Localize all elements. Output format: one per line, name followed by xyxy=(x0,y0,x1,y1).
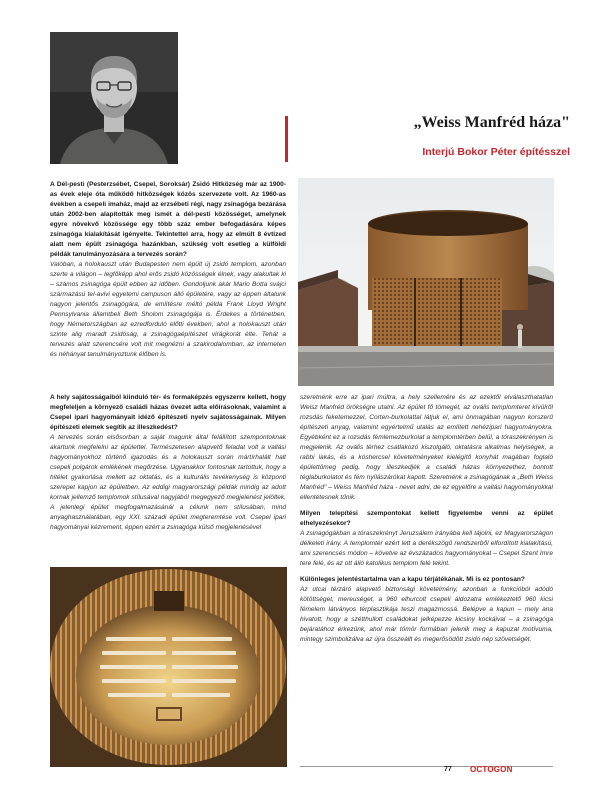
synagogue-interior-rendering xyxy=(50,567,287,767)
answer-context: A tervezés során elsősorban a saját magunk által felállított szempontoknak akartunk megfelelni az épülettel. Természetesen alapvető feladat volt a vallási hagyományokhoz történő igazodás és a holokauszt során mártírhalált halt csepeli polgárok emlékének megőrzése. Ugyanakkor fontosnak tartottuk, hogy a hitélet gyakorlása mellett az oktatás, és a kulturális tevékenység is központi szerepet kapjon az épületben. Az eddigi magyarországi példák mindig az adott kornak jellemző templomok stílusával nagyjából megegyező megjelenést jelöltek. A jelenlegi épület megfogalmazásánál a célunk nem stílusában, mind anyaghasználatában, egy XXI. századi épület megteremtése volt. Csepel ipari hagyományai kézrement, éppen ezért a zsinagóga külső megjelenésével xyxy=(50,434,286,531)
column-intro xyxy=(50,180,286,360)
magazine-logo: OCTOGON xyxy=(470,765,513,774)
page-number: 77 xyxy=(444,766,452,773)
question-siting: Milyen telepítési szempontokat kellett figyelembe venni az épület elhelyezésekor? xyxy=(300,510,553,527)
column-context xyxy=(50,393,286,533)
synagogue-exterior-rendering xyxy=(298,178,554,386)
answer-gate: Az utcai térzáró alapvető biztonsági követelmény, azonban a funkcióból adódó kötöttséget, mereuséget, a 960 elhurcolt csepeli áldozatra emlékeztető 960 kicsi fémelem látványos térplasztikája teszi magazmossá. Belépve a kapun – mely ana hivatott, hogy a szétthullott családokat jelképezze kicsiny kockáival – a zsinagóga bejáratához érkezünk, ahol már tömör formában jelenik meg a kapuzat motívuma, mintegy szimbolizálva az újra összeállt és megerősödött zsidó nép szövetségét. xyxy=(300,586,553,643)
question-intro: A Dél-pesti (Pesterzsébet, Csepel, Soroksár) Zsidó Hitközség már az 1900-as évek eleje óta működő hitközségek közös szervezete volt. Az 1960-as években a csepeli imaház, majd az erzsébeti régi, nagy zsinagóga bezárása után 2002-ben alapították meg ismét a dél-pesti közösséget, amelynek egyre növekvő közössége egy több száz ember befogadására képes zsinagóga kialakítását igényelte. Tekintettel arra, hogy az elmúlt 8 évtized alatt nem épült zsinagóga hazánkban, szükség volt esetleg a külföldi példák tanulmányozására a tervezés során? xyxy=(50,181,286,258)
article-subtitle: Interjú Bokor Péter építésszel xyxy=(422,146,570,158)
answer-siting: A zsinagógákban a tóraszekrényt Jeruzsálem irányába kell tájolni, ez Magyarországon délkeleti irány. A templomtér ezért lett a derékszögű rendszerből elfordított kialakítású, ami szerencsés módon – követve az évszázados hagyományokat – Csepel Szent Imre tere felé, és az ott álló katolikus templom felé tekint. xyxy=(300,530,553,567)
title-accent-bar xyxy=(285,116,288,162)
column-answers xyxy=(300,393,553,645)
footer-rule xyxy=(300,766,553,767)
answer-intro: Valóban, a holokauszt után Budapesten nem épült új zsidó templom, azonban szerte a világon – legfőképp ahol erős zsidó közösségek élnek, vagy alakultak ki – számos zsinagóga épült ebben az időben. Gondoljunk akár Mario Botta svájci származású tel-avivi egyetemi campuson álló épületére, vagy az éppen általunk nagyon jelentős zsinagógára, de említésre méltó példa Frank Lloyd Wright Pennsylvania államtbeli Beth Sholom zsinagógája is. Érdekes a történetben, hogy Németországban az ezredforduló előtti években, ahol a holokauszt után szinte alig maradt zsidóság, a zsinagógaépítészet virágkorát élte. Tehát a tervezés alatt szerencsére volt mit megnézni a szakirodalomban, az interneten és néhányat tanulmányoztunk élőben is. xyxy=(50,261,286,358)
architect-portrait xyxy=(50,32,178,164)
question-context: A hely sajátosságaiból kiinduló tér- és formaképzés egyszerre kellett, hogy megfeleljen a környező családi házas övezet adta előírásoknak, valamint a Csepel ipari hagyományait idéző építészeti nyelv sajátosságainak. Milyen építészeti elemek segítik az illeszkedést? xyxy=(50,394,286,431)
answer-context-cont: szeretnénk erre az ipari múltra, a hely szellemére és az ezektől elválaszthatatlan Weisz Manfréd örökségre utalni. Az épület fő tömegét, az ovális templomteret kívülről rozsdás feketemezzel, Corten-burkolattal látjuk el, ami önmagában nagyon korszerű építészeti anyag, valamint egyértelmű utalás az említett nehézipari hagyományokra. Egyébként ez a rozsdás fémlemezburkolat a templomtérben belül, a tóraszekrényen is megjelenik. Az ovális térhez csatlakozó kiszolgáló, oktatásra alkalmas helyiségek, a rabbi lakás, és a kóshercsel követelményeket kielégítő konyhát magában foglaló épülettömeg pedig, hogy illeszkedjék a családi házas környezethez, bontott téglaburkolatot és fém nyílászárókat kapott. Szeretnénk a zsinagógának a „Beth Weiss Manfréd" – Weiss Manfréd háza - nevet adni, de ez egyelőre a vallási hagyományokkal ellentétesnek tűnik. xyxy=(300,394,553,501)
article-title: „Weiss Manfréd háza" xyxy=(413,114,570,131)
question-gate: Különleges jelentéstartalma van a kapu térjátékának. Mi is ez pontosan? xyxy=(300,576,525,583)
